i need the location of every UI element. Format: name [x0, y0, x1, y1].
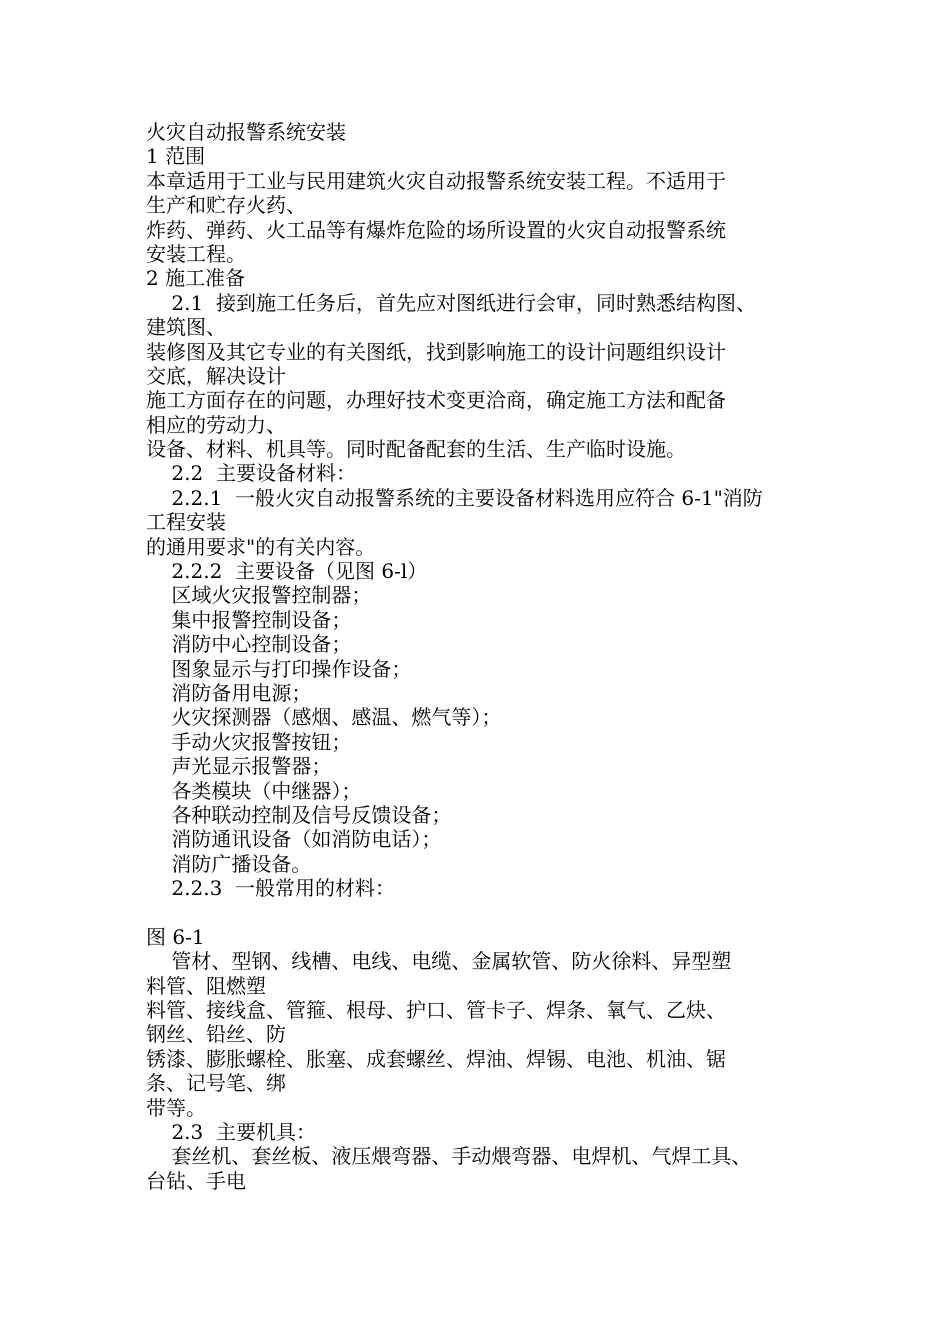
text-line: 本章适用于工业与民用建筑火灾自动报警系统安装工程。不适用于: [146, 168, 726, 193]
text-line: 的通用要求"的有关内容。: [146, 534, 376, 559]
list-item: 区域火灾报警控制器；: [146, 583, 372, 608]
list-item: 各类模块（中继器）；: [146, 778, 362, 803]
text-line: 套丝机、套丝板、液压煨弯器、手动煨弯器、电焊机、气焊工具、: [146, 1144, 752, 1169]
text-line: 管材、型钢、线槽、电线、电缆、金属软管、防火徐料、异型塑: [146, 949, 732, 974]
text-line: 炸药、弹药、火工品等有爆炸危险的场所设置的火灾自动报警系统: [146, 217, 726, 242]
text-line: 生产和贮存火药、: [146, 193, 306, 218]
section-heading-scope: 1 范围: [146, 144, 206, 169]
text-line: 锈漆、膨胀螺栓、胀塞、成套螺丝、焊油、焊锡、电池、机油、锯: [146, 1046, 726, 1071]
figure-caption: 图 6-1: [146, 924, 205, 949]
text-line: 条、记号笔、绑: [146, 1071, 286, 1096]
text-line: 2.2.1 一般火灾自动报警系统的主要设备材料选用应符合 6-1"消防: [146, 485, 763, 510]
subsection-heading: 2.2 主要设备材料：: [146, 461, 356, 486]
text-line: 台钻、手电: [146, 1168, 246, 1193]
list-item: 手动火灾报警按钮；: [146, 729, 352, 754]
document-title: 火灾自动报警系统安装: [146, 120, 346, 144]
text-line: 相应的劳动力、: [146, 412, 286, 437]
list-item: 消防广播设备。: [146, 851, 312, 876]
text-line: 交底，解决设计: [146, 363, 286, 388]
list-item: 消防通讯设备（如消防电话）；: [146, 827, 442, 852]
text-line: 安装工程。: [146, 241, 246, 266]
list-item: 声光显示报警器；: [146, 754, 332, 779]
list-item: 消防中心控制设备；: [146, 632, 352, 657]
subsection-heading: 2.2.2 主要设备（见图 6-l）: [146, 559, 428, 584]
list-item: 集中报警控制设备；: [146, 607, 352, 632]
text-line: 建筑图、: [146, 315, 226, 340]
text-line: 施工方面存在的问题，办理好技术变更洽商，确定施工方法和配备: [146, 388, 726, 413]
list-item: 消防备用电源；: [146, 680, 312, 705]
text-line: 料管、阻燃塑: [146, 973, 266, 998]
list-item: 火灾探测器（感烟、感温、燃气等）；: [146, 705, 502, 730]
text-line: 料管、接线盒、管箍、根母、护口、管卡子、焊条、氧气、乙炔、: [146, 998, 726, 1023]
subsection-heading: 2.3 主要机具：: [146, 1120, 316, 1145]
list-item: 各种联动控制及信号反馈设备；: [146, 802, 452, 827]
text-line: 装修图及其它专业的有关图纸，找到影响施工的设计问题组织设计: [146, 339, 726, 364]
document-body: [146, 120, 836, 1193]
section-heading-preparation: 2 施工准备: [146, 266, 246, 291]
text-line: 钢丝、铅丝、防: [146, 1022, 286, 1047]
text-line: 2.1 接到施工任务后，首先应对图纸进行会审，同时熟悉结构图、: [146, 290, 756, 315]
text-line: 设备、材料、机具等。同时配备配套的生活、生产临时设施。: [146, 437, 686, 462]
text-line: 带等。: [146, 1095, 206, 1120]
blank-line: [146, 901, 836, 925]
text-line: 工程安装: [146, 510, 226, 535]
subsection-heading: 2.2.3 一般常用的材料：: [146, 876, 396, 901]
list-item: 图象显示与打印操作设备；: [146, 656, 412, 681]
